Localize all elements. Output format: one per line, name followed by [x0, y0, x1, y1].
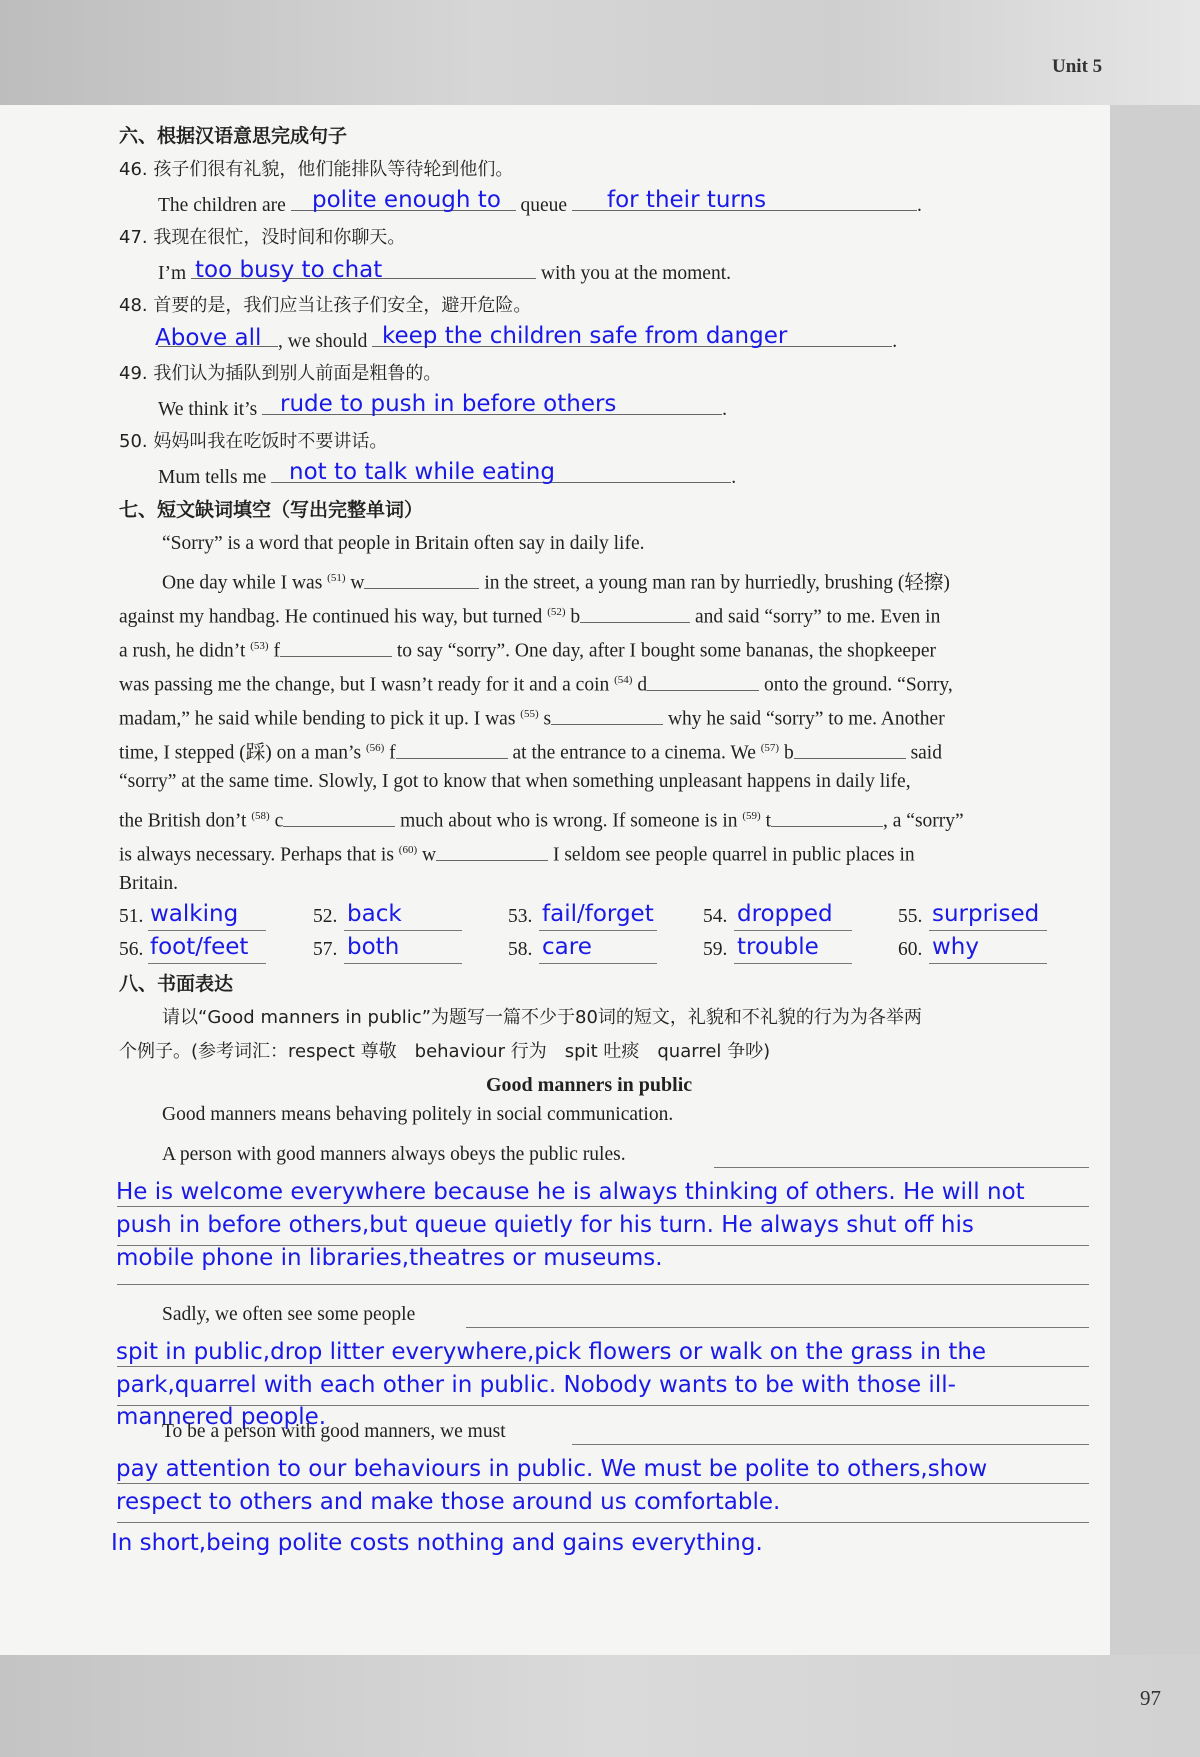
passage-line-2	[162, 566, 950, 596]
writing-line	[117, 1284, 1089, 1285]
unit-label: Unit 5	[1052, 56, 1103, 77]
answer-line-55	[929, 930, 1047, 931]
q46-chinese: 46. 孩子们很有礼貌，他们能排队等待轮到他们。	[119, 159, 514, 180]
q50-chinese: 50. 妈妈叫我在吃饭时不要讲话。	[119, 431, 388, 452]
blank-number-55: (55)	[520, 708, 539, 720]
essay-line-4: To be a person with good manners, we must	[162, 1421, 506, 1442]
blank-letter-52: b	[570, 606, 581, 628]
answer-num-58: 58.	[508, 939, 533, 960]
passage-text: One day while I was	[162, 572, 323, 594]
answer-56: foot/feet	[150, 934, 249, 960]
q47-text2: with you at the moment.	[540, 263, 732, 284]
q49-text2: .	[722, 399, 727, 420]
passage-text: I seldom see people quarrel in public places in	[552, 844, 915, 866]
essay-answer-3: mobile phone in libraries,theatres or museums.	[116, 1245, 663, 1271]
passage-text: the British don’t	[119, 810, 247, 832]
blank-number-53: (53)	[250, 640, 269, 652]
passage-line-5	[119, 668, 953, 698]
answer-line-57	[344, 963, 462, 964]
passage-line-8: “sorry” at the same time. Slowly, I got to know that when something unpleasant happens in daily life,	[119, 771, 911, 792]
blank-58[interactable]	[283, 808, 395, 827]
q48-text1: , we should	[278, 331, 368, 352]
passage-text: at the entrance to a cinema. We	[512, 742, 756, 764]
passage-line-6	[119, 702, 945, 732]
essay-line-1: Good manners means behaving politely in social communication.	[162, 1104, 674, 1125]
passage-text: why he said “sorry” to me. Another	[667, 708, 945, 730]
writing-line	[466, 1327, 1089, 1328]
essay-answer-4: spit in public,drop litter everywhere,pick flowers or walk on the grass in the	[116, 1339, 987, 1365]
blank-53[interactable]	[280, 638, 392, 657]
q50-answer1: not to talk while eating	[289, 459, 555, 485]
writing-line	[117, 1483, 1089, 1484]
answer-num-57: 57.	[313, 939, 338, 960]
blank-number-51: (51)	[327, 572, 346, 584]
q47-text1: I’m	[158, 263, 187, 284]
blank-57[interactable]	[794, 740, 906, 759]
section6-heading: 六、根据汉语意思完成句子	[119, 125, 348, 147]
passage-line-7	[119, 736, 942, 766]
essay-answer-2: push in before others,but queue quietly for his turn. He always shut off his	[116, 1212, 974, 1238]
q49-chinese: 49. 我们认为插队到别人前面是粗鲁的。	[119, 363, 442, 384]
answer-line-52	[344, 930, 462, 931]
essay-answer-5: park,quarrel with each other in public. Nobody wants to be with those ill-	[116, 1372, 956, 1398]
answer-59: trouble	[737, 934, 819, 960]
section8-heading: 八、书面表达	[119, 973, 234, 995]
writing-line	[117, 1206, 1089, 1207]
essay-answer-8: respect to others and make those around us comfortable.	[116, 1489, 781, 1515]
blank-number-52: (52)	[547, 606, 566, 618]
essay-line-3: Sadly, we often see some people	[162, 1304, 416, 1325]
answer-line-51	[148, 930, 266, 931]
q46-sentence	[158, 192, 922, 218]
answer-60: why	[932, 934, 979, 960]
answer-line-60	[929, 963, 1047, 964]
blank-letter-55: s	[543, 708, 552, 730]
writing-prompt-2: 个例子。(参考词汇：respect 尊敬 behaviour 行为 spit 吐痰 quarrel 争吵)	[119, 1041, 771, 1062]
passage-text: madam,” he said while bending to pick it up. I was	[119, 708, 516, 730]
section7-heading: 七、短文缺词填空（写出完整单词）	[119, 499, 424, 521]
q46-text3: .	[916, 195, 922, 216]
answer-58: care	[542, 934, 592, 960]
q50-text2: .	[731, 467, 737, 488]
q50-text1: Mum tells me	[158, 467, 267, 488]
answer-num-51: 51.	[119, 906, 144, 927]
passage-text: and said “sorry” to me. Even in	[695, 606, 941, 628]
passage-line-4	[119, 634, 936, 664]
writing-line	[117, 1366, 1089, 1367]
blank-51[interactable]	[364, 570, 479, 589]
answer-53: fail/forget	[542, 901, 654, 927]
answer-54: dropped	[737, 901, 833, 927]
answer-51: walking	[150, 901, 239, 927]
q46-answer1: polite enough to	[312, 187, 501, 213]
passage-text: a rush, he didn’t	[119, 640, 246, 662]
answer-num-59: 59.	[703, 939, 728, 960]
passage-text: to say “sorry”. One day, after I bought some bananas, the shopkeeper	[396, 640, 936, 662]
passage-text: , a “sorry”	[883, 810, 964, 832]
answer-line-59	[734, 963, 852, 964]
q47-answer1: too busy to chat	[195, 257, 383, 283]
essay-answer-9: In short,being polite costs nothing and gains everything.	[111, 1530, 763, 1556]
essay-answer-7: pay attention to our behaviours in public. We must be polite to others,show	[116, 1456, 988, 1482]
answer-55: surprised	[932, 901, 1040, 927]
answer-num-60: 60.	[898, 939, 923, 960]
blank-letter-58: c	[274, 810, 284, 832]
blank-number-57: (57)	[760, 742, 780, 754]
blank-59[interactable]	[771, 808, 883, 827]
q47-chinese: 47. 我现在很忙，没时间和你聊天。	[119, 227, 406, 248]
passage-text: against my handbag. He continued his way, but turned	[119, 606, 543, 628]
blank-56[interactable]	[396, 740, 508, 759]
answer-num-55: 55.	[898, 906, 923, 927]
passage-text: said	[910, 742, 942, 764]
passage-text: was passing me the change, but I wasn’t ready for it and a coin	[119, 674, 610, 696]
passage-line-10	[119, 838, 915, 868]
blank-55[interactable]	[551, 706, 663, 725]
passage-line-1: “Sorry” is a word that people in Britain often say in daily life.	[162, 533, 645, 554]
writing-prompt-1: 请以“Good manners in public”为题写一篇不少于80词的短文，礼貌和不礼貌的行为为各举两	[162, 1007, 922, 1028]
blank-letter-57: b	[783, 742, 794, 764]
answer-line-53	[539, 930, 657, 931]
q49-answer1: rude to push in before others	[280, 391, 617, 417]
writing-line	[117, 1522, 1089, 1523]
passage-line-3	[119, 600, 940, 630]
passage-line-11: Britain.	[119, 873, 179, 894]
answer-num-54: 54.	[703, 906, 728, 927]
q46-text1: The children are	[158, 195, 286, 216]
answer-num-52: 52.	[313, 906, 338, 927]
q49-text1: We think it’s	[158, 399, 258, 420]
q48-answer1: Above all	[155, 325, 262, 351]
passage-text: time, I stepped (踩) on a man’s	[119, 742, 362, 764]
blank-number-56: (56)	[365, 742, 385, 754]
blank-letter-59: t	[765, 810, 772, 832]
passage-text: much about who is wrong. If someone is in	[400, 810, 738, 832]
q46-answer2: for their turns	[607, 187, 767, 213]
blank-60[interactable]	[436, 842, 548, 861]
blank-number-60: (60)	[398, 844, 418, 856]
writing-line	[572, 1444, 1089, 1445]
passage-text: in the street, a young man ran by hurriedly, brushing (轻擦)	[484, 572, 950, 594]
blank-54[interactable]	[647, 672, 759, 691]
blank-letter-60: w	[422, 844, 437, 866]
essay-answer-6: mannered people.	[116, 1404, 327, 1430]
essay-answer-1: He is welcome everywhere because he is always thinking of others. He will not	[116, 1179, 1025, 1205]
answer-num-53: 53.	[508, 906, 533, 927]
q48-answer2: keep the children safe from danger	[382, 323, 788, 349]
answer-line-58	[539, 963, 657, 964]
blank-letter-53: f	[273, 640, 280, 662]
passage-text: onto the ground. “Sorry,	[763, 674, 953, 696]
q48-chinese: 48. 首要的是，我们应当让孩子们安全，避开危险。	[119, 295, 532, 316]
page-top-margin	[0, 0, 1200, 105]
answer-line-56	[148, 963, 266, 964]
blank-letter-54: d	[637, 674, 648, 696]
passage-text: is always necessary. Perhaps that is	[119, 844, 394, 866]
writing-line	[714, 1167, 1089, 1168]
blank-letter-56: f	[389, 742, 396, 764]
answer-57: both	[347, 934, 400, 960]
answer-num-56: 56.	[119, 939, 144, 960]
essay-title: Good manners in public	[486, 1074, 693, 1096]
blank-letter-51: w	[350, 572, 365, 594]
blank-number-54: (54)	[614, 674, 633, 686]
answer-52: back	[347, 901, 402, 927]
blank-52[interactable]	[580, 604, 690, 623]
page-bottom-margin	[0, 1655, 1200, 1757]
passage-line-9	[119, 804, 964, 834]
blank-number-58: (58)	[251, 810, 270, 822]
page-number: 97	[1140, 1686, 1161, 1710]
blank-number-59: (59)	[742, 810, 761, 822]
q46-text2: queue	[520, 195, 568, 216]
essay-line-2: A person with good manners always obeys the public rules.	[162, 1144, 626, 1165]
answer-line-54	[734, 930, 852, 931]
q48-text2: .	[892, 331, 898, 352]
